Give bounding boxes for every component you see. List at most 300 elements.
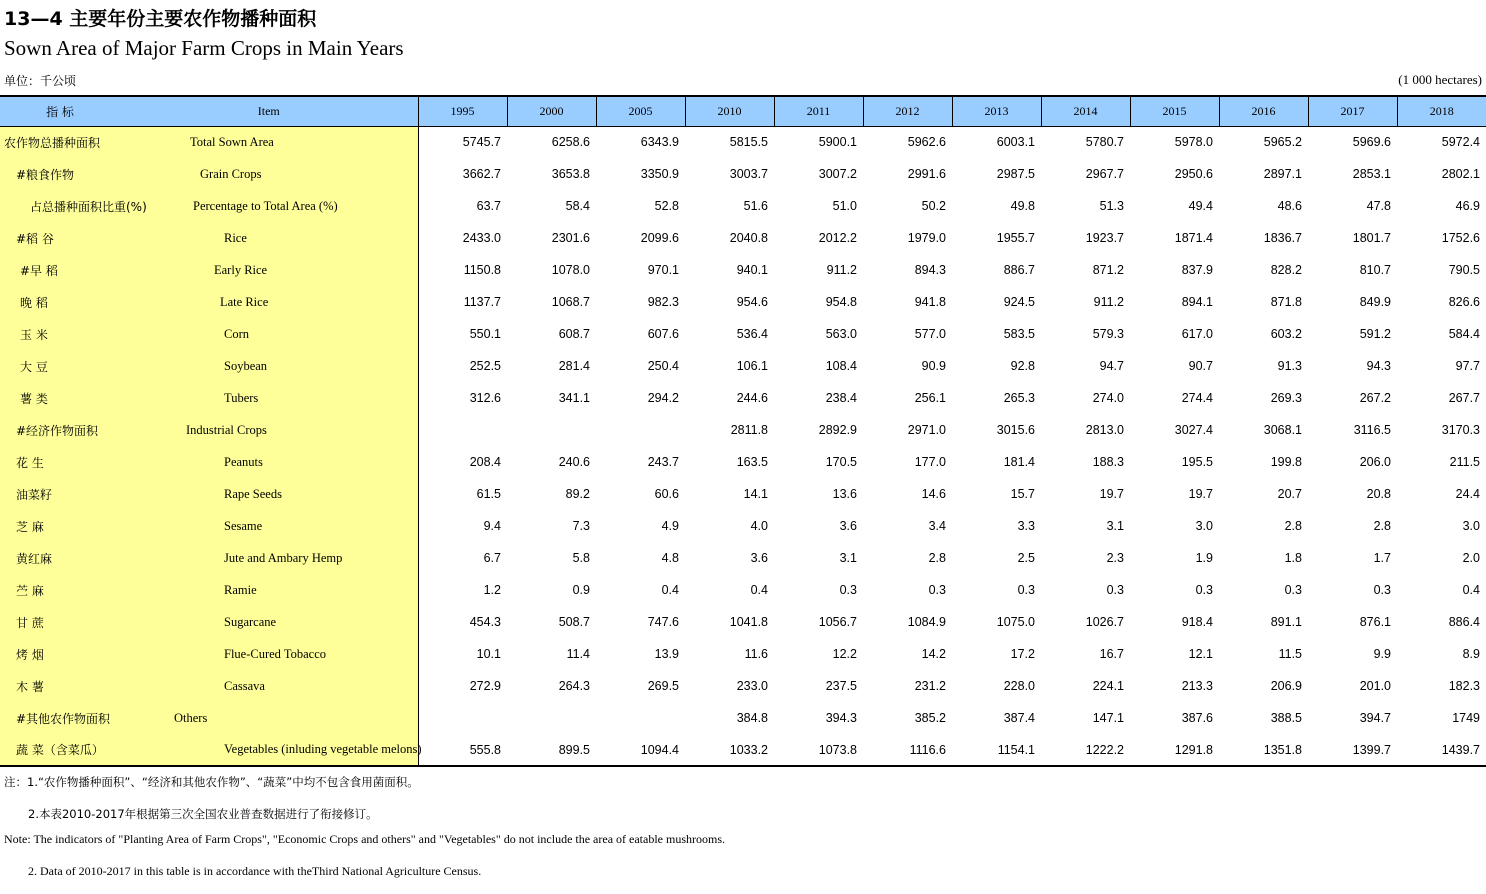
value-cell: 3027.4 [1174, 423, 1213, 437]
row-label-en: Early Rice [120, 254, 418, 286]
row-label-en: Rice [120, 222, 418, 254]
value-cell: 918.4 [1181, 615, 1213, 629]
value-cell: 97.7 [1455, 359, 1480, 373]
value-cell [596, 702, 685, 734]
value-cell: 3015.6 [996, 423, 1035, 437]
value-cell: 591.2 [1359, 327, 1391, 341]
row-label-en: Percentage to Total Area (%) [120, 190, 418, 222]
value-cell: 886.7 [1003, 263, 1035, 277]
value-cell: 10.1 [476, 647, 501, 661]
header-year: 2014 [1041, 96, 1130, 126]
value-cell: 886.4 [1448, 615, 1480, 629]
row-label-cn: 农作物总播种面积 [0, 126, 120, 158]
value-cell: 1150.8 [463, 263, 501, 277]
value-cell: 1222.2 [1041, 734, 1130, 766]
value-cell: 1033.2 [685, 734, 774, 766]
value-cell: 536.4 [736, 327, 768, 341]
value-cell: 2.8 [928, 551, 946, 565]
value-cell: 3653.8 [551, 167, 590, 181]
value-cell: 51.0 [832, 199, 857, 213]
header-year: 2018 [1397, 96, 1486, 126]
value-cell: 233.0 [736, 679, 768, 693]
value-cell: 13.6 [832, 487, 857, 501]
value-cell: 108.4 [825, 359, 857, 373]
value-cell: 871.8 [1270, 295, 1302, 309]
value-cell: 790.5 [1448, 263, 1480, 277]
value-cell: 3.0 [1195, 519, 1213, 533]
value-cell: 177.0 [914, 455, 946, 469]
value-cell: 2040.8 [729, 231, 768, 245]
value-cell: 555.8 [418, 734, 507, 766]
header-year: 1995 [418, 96, 507, 126]
value-cell: 5780.7 [1085, 135, 1124, 150]
value-cell: 211.5 [1449, 455, 1480, 469]
value-cell: 24.4 [1455, 487, 1480, 501]
value-cell: 252.5 [469, 359, 501, 373]
table-row [0, 254, 1486, 286]
value-cell: 3003.7 [729, 167, 768, 181]
value-cell: 1116.6 [863, 734, 952, 766]
note-en-1: Note: The indicators of "Planting Area of Farm Crops", "Economic Crops and others" and "Vegetables" do not include the area of eatable mushrooms. [4, 832, 725, 846]
value-cell: 1068.7 [551, 295, 590, 309]
value-cell: 94.7 [1099, 359, 1124, 373]
value-cell: 2.8 [1284, 519, 1302, 533]
value-cell: 970.1 [647, 263, 679, 277]
value-cell: 206.9 [1270, 679, 1302, 693]
value-cell: 891.1 [1270, 615, 1302, 629]
value-cell: 13.9 [654, 647, 679, 661]
value-cell: 924.5 [1003, 295, 1035, 309]
value-cell: 584.4 [1448, 327, 1480, 341]
value-cell: 828.2 [1270, 263, 1302, 277]
value-cell: 837.9 [1181, 263, 1213, 277]
value-cell: 2.3 [1106, 551, 1124, 565]
value-cell: 238.4 [825, 391, 857, 405]
value-cell: 16.7 [1099, 647, 1124, 661]
value-cell: 0.3 [1106, 583, 1124, 597]
value-cell: 90.7 [1188, 359, 1213, 373]
value-cell: 1749 [1452, 711, 1480, 725]
value-cell: 1955.7 [996, 231, 1035, 245]
row-label-en: Cassava [120, 670, 418, 702]
row-label-en: Total Sown Area [120, 126, 418, 158]
value-cell: 0.9 [572, 583, 590, 597]
value-cell: 911.2 [1093, 295, 1124, 309]
value-cell: 265.3 [1003, 391, 1035, 405]
value-cell: 6.7 [483, 551, 501, 565]
value-cell: 1026.7 [1085, 615, 1124, 629]
value-cell: 11.4 [566, 647, 590, 661]
value-cell: 206.0 [1359, 455, 1391, 469]
value-cell: 63.7 [476, 199, 501, 213]
value-cell: 2301.6 [551, 231, 590, 245]
value-cell: 19.7 [1099, 487, 1124, 501]
value-cell: 1.7 [1373, 551, 1391, 565]
value-cell: 2853.1 [1352, 167, 1391, 181]
value-cell: 208.4 [469, 455, 501, 469]
value-cell: 274.4 [1181, 391, 1213, 405]
header-year: 2005 [596, 96, 685, 126]
value-cell: 2971.0 [907, 423, 946, 437]
value-cell: 51.3 [1099, 199, 1124, 213]
row-label-en: Peanuts [120, 446, 418, 478]
value-cell: 583.5 [1003, 327, 1035, 341]
row-label-en: Corn [120, 318, 418, 350]
row-label-cn: 油菜籽 [0, 478, 120, 510]
value-cell: 20.7 [1277, 487, 1302, 501]
value-cell: 617.0 [1181, 327, 1213, 341]
value-cell: 60.6 [654, 487, 679, 501]
row-label-cn: 木 薯 [0, 670, 120, 702]
value-cell: 385.2 [914, 711, 946, 725]
table-row [0, 574, 1486, 606]
value-cell: 899.5 [507, 734, 596, 766]
value-cell: 3.1 [839, 551, 857, 565]
value-cell: 3068.1 [1263, 423, 1302, 437]
value-cell: 250.4 [647, 359, 679, 373]
value-cell: 3170.3 [1441, 423, 1480, 437]
value-cell: 228.0 [1003, 679, 1035, 693]
value-cell: 2.8 [1373, 519, 1391, 533]
value-cell: 14.1 [743, 487, 768, 501]
row-label-en: Sugarcane [120, 606, 418, 638]
value-cell: 1.2 [483, 583, 501, 597]
value-cell: 2987.5 [996, 167, 1035, 181]
value-cell: 243.7 [647, 455, 679, 469]
header-item: Item [120, 96, 418, 126]
value-cell: 1073.8 [774, 734, 863, 766]
table-row [0, 350, 1486, 382]
value-cell: 0.3 [928, 583, 946, 597]
row-label-en: Vegetables (inluding vegetable melons) [120, 734, 418, 766]
value-cell: 2950.6 [1174, 167, 1213, 181]
value-cell: 195.5 [1181, 455, 1213, 469]
value-cell: 394.3 [825, 711, 857, 725]
table-row [0, 190, 1486, 222]
page-title-cn: 13—4 主要年份主要农作物播种面积 [4, 8, 317, 30]
value-cell: 3007.2 [818, 167, 857, 181]
value-cell: 387.4 [1003, 711, 1035, 725]
value-cell: 341.1 [558, 391, 590, 405]
value-cell: 294.2 [647, 391, 679, 405]
value-cell: 608.7 [558, 327, 590, 341]
value-cell: 2802.1 [1441, 167, 1480, 181]
value-cell: 8.9 [1462, 647, 1480, 661]
value-cell: 5978.0 [1174, 135, 1213, 150]
value-cell: 940.1 [736, 263, 768, 277]
value-cell: 274.0 [1092, 391, 1124, 405]
value-cell: 0.3 [1373, 583, 1391, 597]
value-cell: 1979.0 [907, 231, 946, 245]
value-cell: 911.2 [826, 263, 857, 277]
value-cell: 1399.7 [1308, 734, 1397, 766]
value-cell: 182.3 [1448, 679, 1480, 693]
value-cell [507, 702, 596, 734]
header-year: 2011 [774, 96, 863, 126]
row-label-cn: #早 稻 [0, 254, 120, 286]
row-label-cn: 芝 麻 [0, 510, 120, 542]
value-cell: 47.8 [1366, 199, 1391, 213]
row-label-en: Others [120, 702, 418, 734]
value-cell: 5972.4 [1441, 135, 1480, 150]
value-cell: 147.1 [1092, 711, 1124, 725]
value-cell: 826.6 [1448, 295, 1480, 309]
value-cell: 0.3 [839, 583, 857, 597]
value-cell: 4.9 [661, 519, 679, 533]
value-cell: 224.1 [1092, 679, 1124, 693]
value-cell: 954.6 [736, 295, 768, 309]
row-label-en: Ramie [120, 574, 418, 606]
value-cell: 1923.7 [1085, 231, 1124, 245]
value-cell: 5745.7 [462, 135, 501, 150]
table-row [0, 158, 1486, 190]
note-cn-2: 2.本表2010-2017年根据第三次全国农业普查数据进行了衔接修订。 [28, 807, 378, 821]
row-label-cn: #其他农作物面积 [0, 702, 120, 734]
value-cell: 3.1 [1106, 519, 1124, 533]
value-cell: 3.6 [750, 551, 768, 565]
value-cell: 5900.1 [818, 135, 857, 150]
value-cell: 9.4 [483, 519, 501, 533]
value-cell: 3.3 [1017, 519, 1035, 533]
value-cell: 871.2 [1092, 263, 1124, 277]
value-cell: 384.8 [736, 711, 768, 725]
value-cell: 2012.2 [818, 231, 857, 245]
row-label-cn: 蔬 菜（含菜瓜） [0, 734, 120, 766]
value-cell: 3.0 [1462, 519, 1480, 533]
value-cell: 3.6 [839, 519, 857, 533]
value-cell: 550.1 [469, 327, 501, 341]
row-label-cn: #经济作物面积 [0, 414, 120, 446]
table-row [0, 734, 1486, 766]
value-cell: 188.3 [1092, 455, 1124, 469]
value-cell: 577.0 [914, 327, 946, 341]
value-cell: 0.3 [1195, 583, 1213, 597]
value-cell: 170.5 [825, 455, 857, 469]
value-cell: 237.5 [825, 679, 857, 693]
value-cell: 17.2 [1010, 647, 1035, 661]
table-header-row [0, 96, 1486, 126]
value-cell: 1075.0 [996, 615, 1035, 629]
header-year: 2012 [863, 96, 952, 126]
table-row [0, 286, 1486, 318]
value-cell: 2892.9 [818, 423, 857, 437]
value-cell: 4.0 [750, 519, 768, 533]
value-cell: 1056.7 [818, 615, 857, 629]
value-cell: 0.3 [1017, 583, 1035, 597]
value-cell: 244.6 [736, 391, 768, 405]
value-cell: 2.0 [1462, 551, 1480, 565]
header-indicator: 指 标 [0, 96, 120, 126]
value-cell [596, 414, 685, 446]
row-label-en: Industrial Crops [120, 414, 418, 446]
value-cell: 7.3 [572, 519, 590, 533]
value-cell: 1291.8 [1130, 734, 1219, 766]
value-cell: 0.3 [1284, 583, 1302, 597]
value-cell: 607.6 [647, 327, 679, 341]
value-cell: 269.5 [647, 679, 679, 693]
value-cell: 213.3 [1181, 679, 1213, 693]
value-cell: 4.8 [661, 551, 679, 565]
value-cell: 5965.2 [1263, 135, 1302, 150]
header-year: 2015 [1130, 96, 1219, 126]
unit-label-cn: 单位：千公顷 [4, 74, 77, 88]
row-label-cn: 玉 米 [0, 318, 120, 350]
page-title-en: Sown Area of Major Farm Crops in Main Years [4, 36, 404, 60]
row-label-en: Jute and Ambary Hemp [120, 542, 418, 574]
value-cell: 9.9 [1373, 647, 1391, 661]
value-cell: 2897.1 [1263, 167, 1302, 181]
value-cell: 894.3 [914, 263, 946, 277]
value-cell [418, 414, 507, 446]
value-cell: 264.3 [558, 679, 590, 693]
value-cell: 603.2 [1270, 327, 1302, 341]
table-row [0, 702, 1486, 734]
value-cell: 6003.1 [996, 135, 1035, 150]
value-cell: 12.1 [1188, 647, 1213, 661]
value-cell: 0.4 [750, 583, 768, 597]
row-label-en: Tubers [120, 382, 418, 414]
value-cell: 49.4 [1188, 199, 1213, 213]
value-cell: 91.3 [1277, 359, 1302, 373]
table-row [0, 638, 1486, 670]
value-cell: 94.3 [1366, 359, 1391, 373]
value-cell: 579.3 [1092, 327, 1124, 341]
value-cell: 181.4 [1003, 455, 1035, 469]
value-cell: 2099.6 [640, 231, 679, 245]
value-cell: 1078.0 [551, 263, 590, 277]
value-cell: 1871.4 [1174, 231, 1213, 245]
value-cell: 2991.6 [907, 167, 946, 181]
table-row [0, 382, 1486, 414]
value-cell: 3.4 [928, 519, 946, 533]
value-cell: 6258.6 [551, 135, 590, 150]
value-cell: 3662.7 [462, 167, 501, 181]
value-cell: 11.6 [744, 647, 768, 661]
value-cell: 0.4 [661, 583, 679, 597]
table-row [0, 478, 1486, 510]
value-cell: 941.8 [914, 295, 946, 309]
value-cell: 387.6 [1181, 711, 1213, 725]
value-cell: 199.8 [1270, 455, 1302, 469]
table-row [0, 606, 1486, 638]
value-cell: 1.9 [1195, 551, 1213, 565]
value-cell: 1752.6 [1441, 231, 1480, 245]
value-cell: 50.2 [921, 199, 946, 213]
value-cell: 1351.8 [1219, 734, 1308, 766]
value-cell: 48.6 [1277, 199, 1302, 213]
value-cell: 876.1 [1359, 615, 1391, 629]
value-cell: 2811.8 [730, 423, 768, 437]
value-cell: 15.7 [1010, 487, 1035, 501]
header-year: 2010 [685, 96, 774, 126]
row-label-cn: 薯 类 [0, 382, 120, 414]
table-row [0, 318, 1486, 350]
value-cell: 267.2 [1359, 391, 1391, 405]
value-cell: 281.4 [558, 359, 590, 373]
value-cell: 231.2 [914, 679, 946, 693]
row-label-en: Sesame [120, 510, 418, 542]
value-cell: 5969.6 [1352, 135, 1391, 150]
header-year: 2017 [1308, 96, 1397, 126]
header-year: 2013 [952, 96, 1041, 126]
value-cell: 14.6 [921, 487, 946, 501]
value-cell: 269.3 [1270, 391, 1302, 405]
crops-table [0, 95, 1486, 767]
value-cell: 267.7 [1448, 391, 1480, 405]
row-label-cn: 晚 稻 [0, 286, 120, 318]
header-year: 2016 [1219, 96, 1308, 126]
value-cell: 201.0 [1359, 679, 1391, 693]
value-cell: 810.7 [1359, 263, 1391, 277]
value-cell: 51.6 [743, 199, 768, 213]
value-cell: 1041.8 [729, 615, 768, 629]
value-cell: 747.6 [647, 615, 679, 629]
table-row [0, 414, 1486, 446]
value-cell: 11.5 [1278, 647, 1302, 661]
value-cell [418, 702, 507, 734]
value-cell: 2433.0 [462, 231, 501, 245]
value-cell: 1137.7 [463, 295, 501, 309]
row-label-en: Soybean [120, 350, 418, 382]
value-cell: 61.5 [476, 487, 501, 501]
note-en-2: 2. Data of 2010-2017 in this table is in accordance with theThird National Agriculture Census. [28, 864, 482, 878]
value-cell: 394.7 [1359, 711, 1391, 725]
value-cell: 849.9 [1359, 295, 1391, 309]
value-cell: 163.5 [736, 455, 768, 469]
value-cell: 6343.9 [640, 135, 679, 150]
row-label-cn: 苎 麻 [0, 574, 120, 606]
table-row [0, 510, 1486, 542]
table-row [0, 670, 1486, 702]
value-cell: 312.6 [469, 391, 501, 405]
row-label-cn: 占总播种面积比重(%) [0, 190, 120, 222]
row-label-cn: 黄红麻 [0, 542, 120, 574]
table-row [0, 126, 1486, 158]
note-cn-1: 注：1.“农作物播种面积”、“经济和其他农作物”、“蔬菜”中均不包含食用菌面积。 [4, 775, 419, 789]
value-cell: 2.5 [1017, 551, 1035, 565]
value-cell: 954.8 [825, 295, 857, 309]
value-cell: 2813.0 [1085, 423, 1124, 437]
value-cell: 1084.9 [907, 615, 946, 629]
row-label-cn: 花 生 [0, 446, 120, 478]
value-cell: 46.9 [1455, 199, 1480, 213]
row-label-cn: #粮食作物 [0, 158, 120, 190]
value-cell: 14.2 [921, 647, 946, 661]
value-cell: 388.5 [1270, 711, 1302, 725]
value-cell: 0.4 [1462, 583, 1480, 597]
row-label-cn: 大 豆 [0, 350, 120, 382]
value-cell: 89.2 [565, 487, 590, 501]
row-label-en: Grain Crops [120, 158, 418, 190]
unit-label-en: (1 000 hectares) [1398, 72, 1482, 87]
value-cell: 12.2 [832, 647, 857, 661]
value-cell: 5962.6 [907, 135, 946, 150]
value-cell: 5.8 [572, 551, 590, 565]
value-cell: 20.8 [1366, 487, 1391, 501]
value-cell: 1094.4 [596, 734, 685, 766]
value-cell: 2967.7 [1085, 167, 1124, 181]
value-cell: 1801.7 [1352, 231, 1391, 245]
value-cell: 58.4 [565, 199, 590, 213]
value-cell: 19.7 [1188, 487, 1213, 501]
value-cell: 1.8 [1284, 551, 1302, 565]
value-cell: 894.1 [1181, 295, 1213, 309]
header-year: 2000 [507, 96, 596, 126]
value-cell: 5815.5 [729, 135, 768, 150]
value-cell: 1836.7 [1263, 231, 1302, 245]
value-cell: 3350.9 [640, 167, 679, 181]
value-cell: 52.8 [654, 199, 679, 213]
